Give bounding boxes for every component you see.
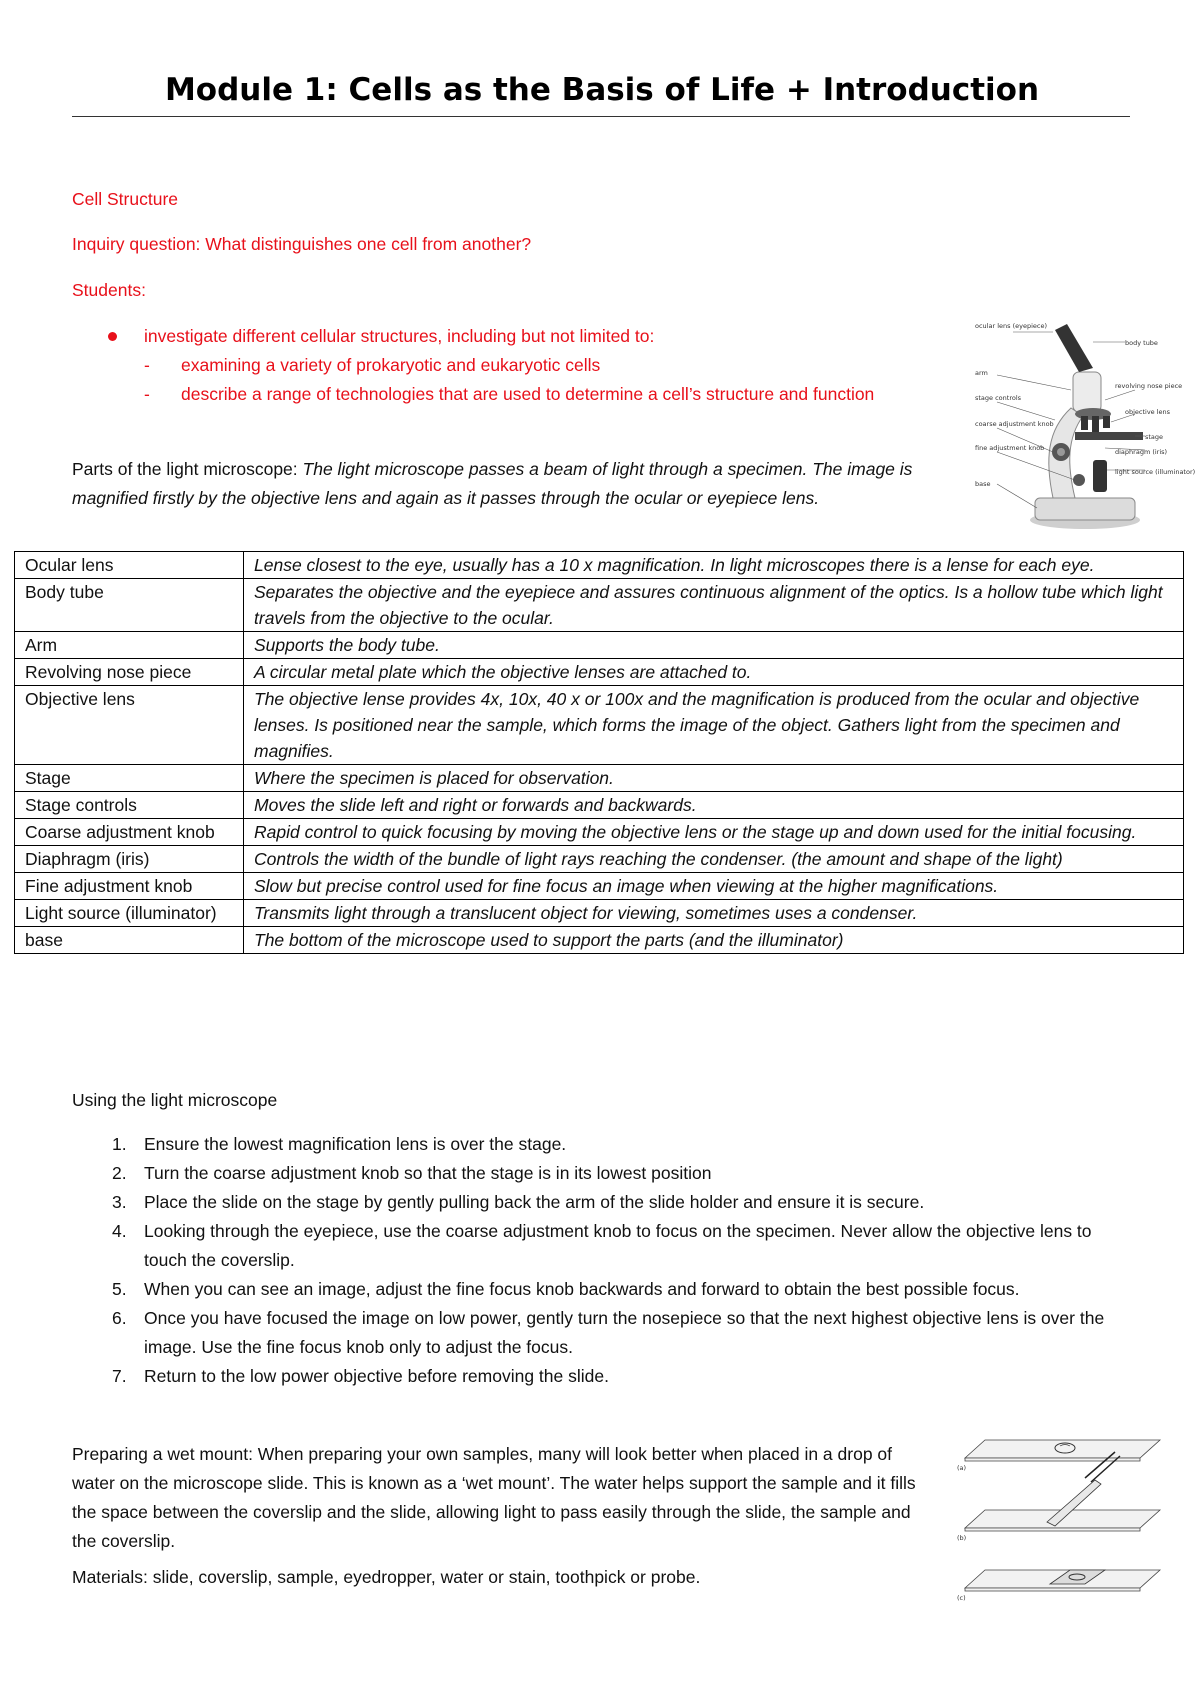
table-row <box>15 873 1184 900</box>
materials-line: Materials: slide, coverslip, sample, eyedropper, water or stain, toothpick or probe. <box>72 1567 701 1587</box>
slide-label-c: (c) <box>957 1594 966 1602</box>
title-underline <box>72 116 1130 117</box>
part-description-cell: Separates the objective and the eyepiece and assures continuous alignment of the optics. Is a hollow tube which light travels from the objective to the ocular. <box>244 579 1184 632</box>
part-name-cell: Objective lens <box>15 686 244 765</box>
part-name-cell: Fine adjustment knob <box>15 873 244 900</box>
parts-table-body <box>15 552 1184 954</box>
table-row <box>15 846 1184 873</box>
dash-marker: - <box>144 384 150 404</box>
part-description-cell: Moves the slide left and right or forwards and backwards. <box>244 792 1184 819</box>
bullet-dot <box>108 332 117 341</box>
part-name-cell: Arm <box>15 632 244 659</box>
label-stage-controls: stage controls <box>975 394 1022 402</box>
part-description-cell: Supports the body tube. <box>244 632 1184 659</box>
label-nose: revolving nose piece <box>1115 382 1183 390</box>
slide-label-b: (b) <box>957 1534 967 1542</box>
part-description-cell: Transmits light through a translucent object for viewing, sometimes uses a condenser. <box>244 900 1184 927</box>
label-fine: fine adjustment knob <box>975 444 1045 452</box>
microscope-parts-table <box>14 551 1184 954</box>
wet-mount-paragraph: Preparing a wet mount: When preparing your own samples, many will look better when placed in a drop of water on the microscope slide. This is known as a ‘wet mount’. The water helps support the sample and it fills the space between the coverslip and the slide, allowing light to pass easily through the slide, the sample and the coverslip. <box>72 1444 916 1551</box>
part-description-cell: Rapid control to quick focusing by moving the objective lens or the stage up and down used for the initial focusing. <box>244 819 1184 846</box>
step-text: Return to the low power objective before removing the slide. <box>144 1366 609 1386</box>
label-light: light source (illuminator) <box>1115 468 1196 476</box>
part-description-cell: Where the specimen is placed for observation. <box>244 765 1184 792</box>
subpoint-text: describe a range of technologies that are used to determine a cell’s structure and function <box>181 384 875 404</box>
label-body-tube: body tube <box>1125 339 1158 347</box>
part-name-cell: Coarse adjustment knob <box>15 819 244 846</box>
table-row <box>15 552 1184 579</box>
slide-label-a: (a) <box>957 1464 967 1472</box>
label-objective: objective lens <box>1125 408 1171 416</box>
inquiry-question: Inquiry question: What distinguishes one cell from another? <box>72 234 532 254</box>
part-name-cell: Stage <box>15 765 244 792</box>
table-row <box>15 792 1184 819</box>
part-description-cell: The bottom of the microscope used to support the parts (and the illuminator) <box>244 927 1184 954</box>
step-text: Once you have focused the image on low power, gently turn the nosepiece so that the next highest objective lens is over the image. Use the fine focus knob only to adjust the focus. <box>144 1308 1105 1357</box>
step-number: 2. <box>112 1163 127 1183</box>
part-name-cell: base <box>15 927 244 954</box>
step-number: 6. <box>112 1308 127 1328</box>
part-description-cell: Slow but precise control used for fine focus an image when viewing at the higher magnifications. <box>244 873 1184 900</box>
table-row <box>15 659 1184 686</box>
part-description-cell: Lense closest to the eye, usually has a 10 x magnification. In light microscopes there is a lense for each eye. <box>244 552 1184 579</box>
part-name-cell: Diaphragm (iris) <box>15 846 244 873</box>
outcome-bullet <box>100 322 930 351</box>
label-arm: arm <box>975 369 988 377</box>
intro-body: The light microscope passes a beam of light through a specimen. The image is magnified firstly by the objective lens and again as it passes through the ocular or eyepiece lens. <box>72 459 913 508</box>
list-item <box>72 1304 1132 1362</box>
dash-marker: - <box>144 355 150 375</box>
part-name-cell: Light source (illuminator) <box>15 900 244 927</box>
table-row <box>15 579 1184 632</box>
part-description-cell: The objective lense provides 4x, 10x, 40 x or 100x and the magnification is produced from the ocular and objective lenses. Is positioned near the sample, which forms the image of the object. Gathers light from the specimen and magnifies. <box>244 686 1184 765</box>
list-item <box>72 1362 1132 1391</box>
step-text: When you can see an image, adjust the fine focus knob backwards and forward to obtain the best possible focus. <box>144 1279 1020 1299</box>
table-row <box>15 819 1184 846</box>
label-ocular: ocular lens (eyepiece) <box>975 322 1047 330</box>
step-number: 5. <box>112 1279 127 1299</box>
bullet-text: investigate different cellular structures, including but not limited to: <box>144 326 655 346</box>
steps-heading: Using the light microscope <box>72 1090 278 1110</box>
intro-lead: Parts of the light microscope: <box>72 459 298 479</box>
list-item <box>72 1188 1132 1217</box>
table-row <box>15 632 1184 659</box>
students-label: Students: <box>72 280 146 300</box>
outcome-subpoint <box>100 351 930 380</box>
part-name-cell: Body tube <box>15 579 244 632</box>
page-title: Module 1: Cells as the Basis of Life + Introduction <box>164 72 1040 108</box>
step-text: Ensure the lowest magnification lens is over the stage. <box>144 1134 567 1154</box>
wet-mount-diagram <box>955 1430 1170 1605</box>
list-item <box>72 1130 1132 1159</box>
list-item <box>72 1217 1132 1275</box>
step-text: Place the slide on the stage by gently pulling back the arm of the slide holder and ensure it is secure. <box>144 1192 925 1212</box>
microscope-intro <box>72 455 952 513</box>
part-description-cell: A circular metal plate which the objective lenses are attached to. <box>244 659 1184 686</box>
part-name-cell: Ocular lens <box>15 552 244 579</box>
part-name-cell: Stage controls <box>15 792 244 819</box>
label-stage: stage <box>1145 433 1164 441</box>
label-diaphragm: diaphragm (iris) <box>1115 448 1168 456</box>
part-name-cell: Revolving nose piece <box>15 659 244 686</box>
step-number: 3. <box>112 1192 127 1212</box>
label-coarse: coarse adjustment knob <box>975 420 1054 428</box>
label-base: base <box>975 480 991 488</box>
subpoint-text: examining a variety of prokaryotic and eukaryotic cells <box>181 355 601 375</box>
table-row <box>15 765 1184 792</box>
microscope-steps-list <box>72 1130 1132 1391</box>
list-item <box>72 1159 1132 1188</box>
table-row <box>15 900 1184 927</box>
section-heading: Cell Structure <box>72 189 179 209</box>
microscope-diagram <box>975 320 1196 535</box>
table-row <box>15 686 1184 765</box>
step-number: 1. <box>112 1134 127 1154</box>
outcome-subpoint <box>100 380 930 409</box>
outcome-list <box>100 322 930 409</box>
step-number: 4. <box>112 1221 127 1241</box>
table-row <box>15 927 1184 954</box>
step-text: Turn the coarse adjustment knob so that the stage is in its lowest position <box>144 1163 712 1183</box>
part-description-cell: Controls the width of the bundle of light rays reaching the condenser. (the amount and shape of the light) <box>244 846 1184 873</box>
step-text: Looking through the eyepiece, use the coarse adjustment knob to focus on the specimen. Never allow the objective lens to touch the coverslip. <box>144 1221 1092 1270</box>
step-number: 7. <box>112 1366 127 1386</box>
list-item <box>72 1275 1132 1304</box>
